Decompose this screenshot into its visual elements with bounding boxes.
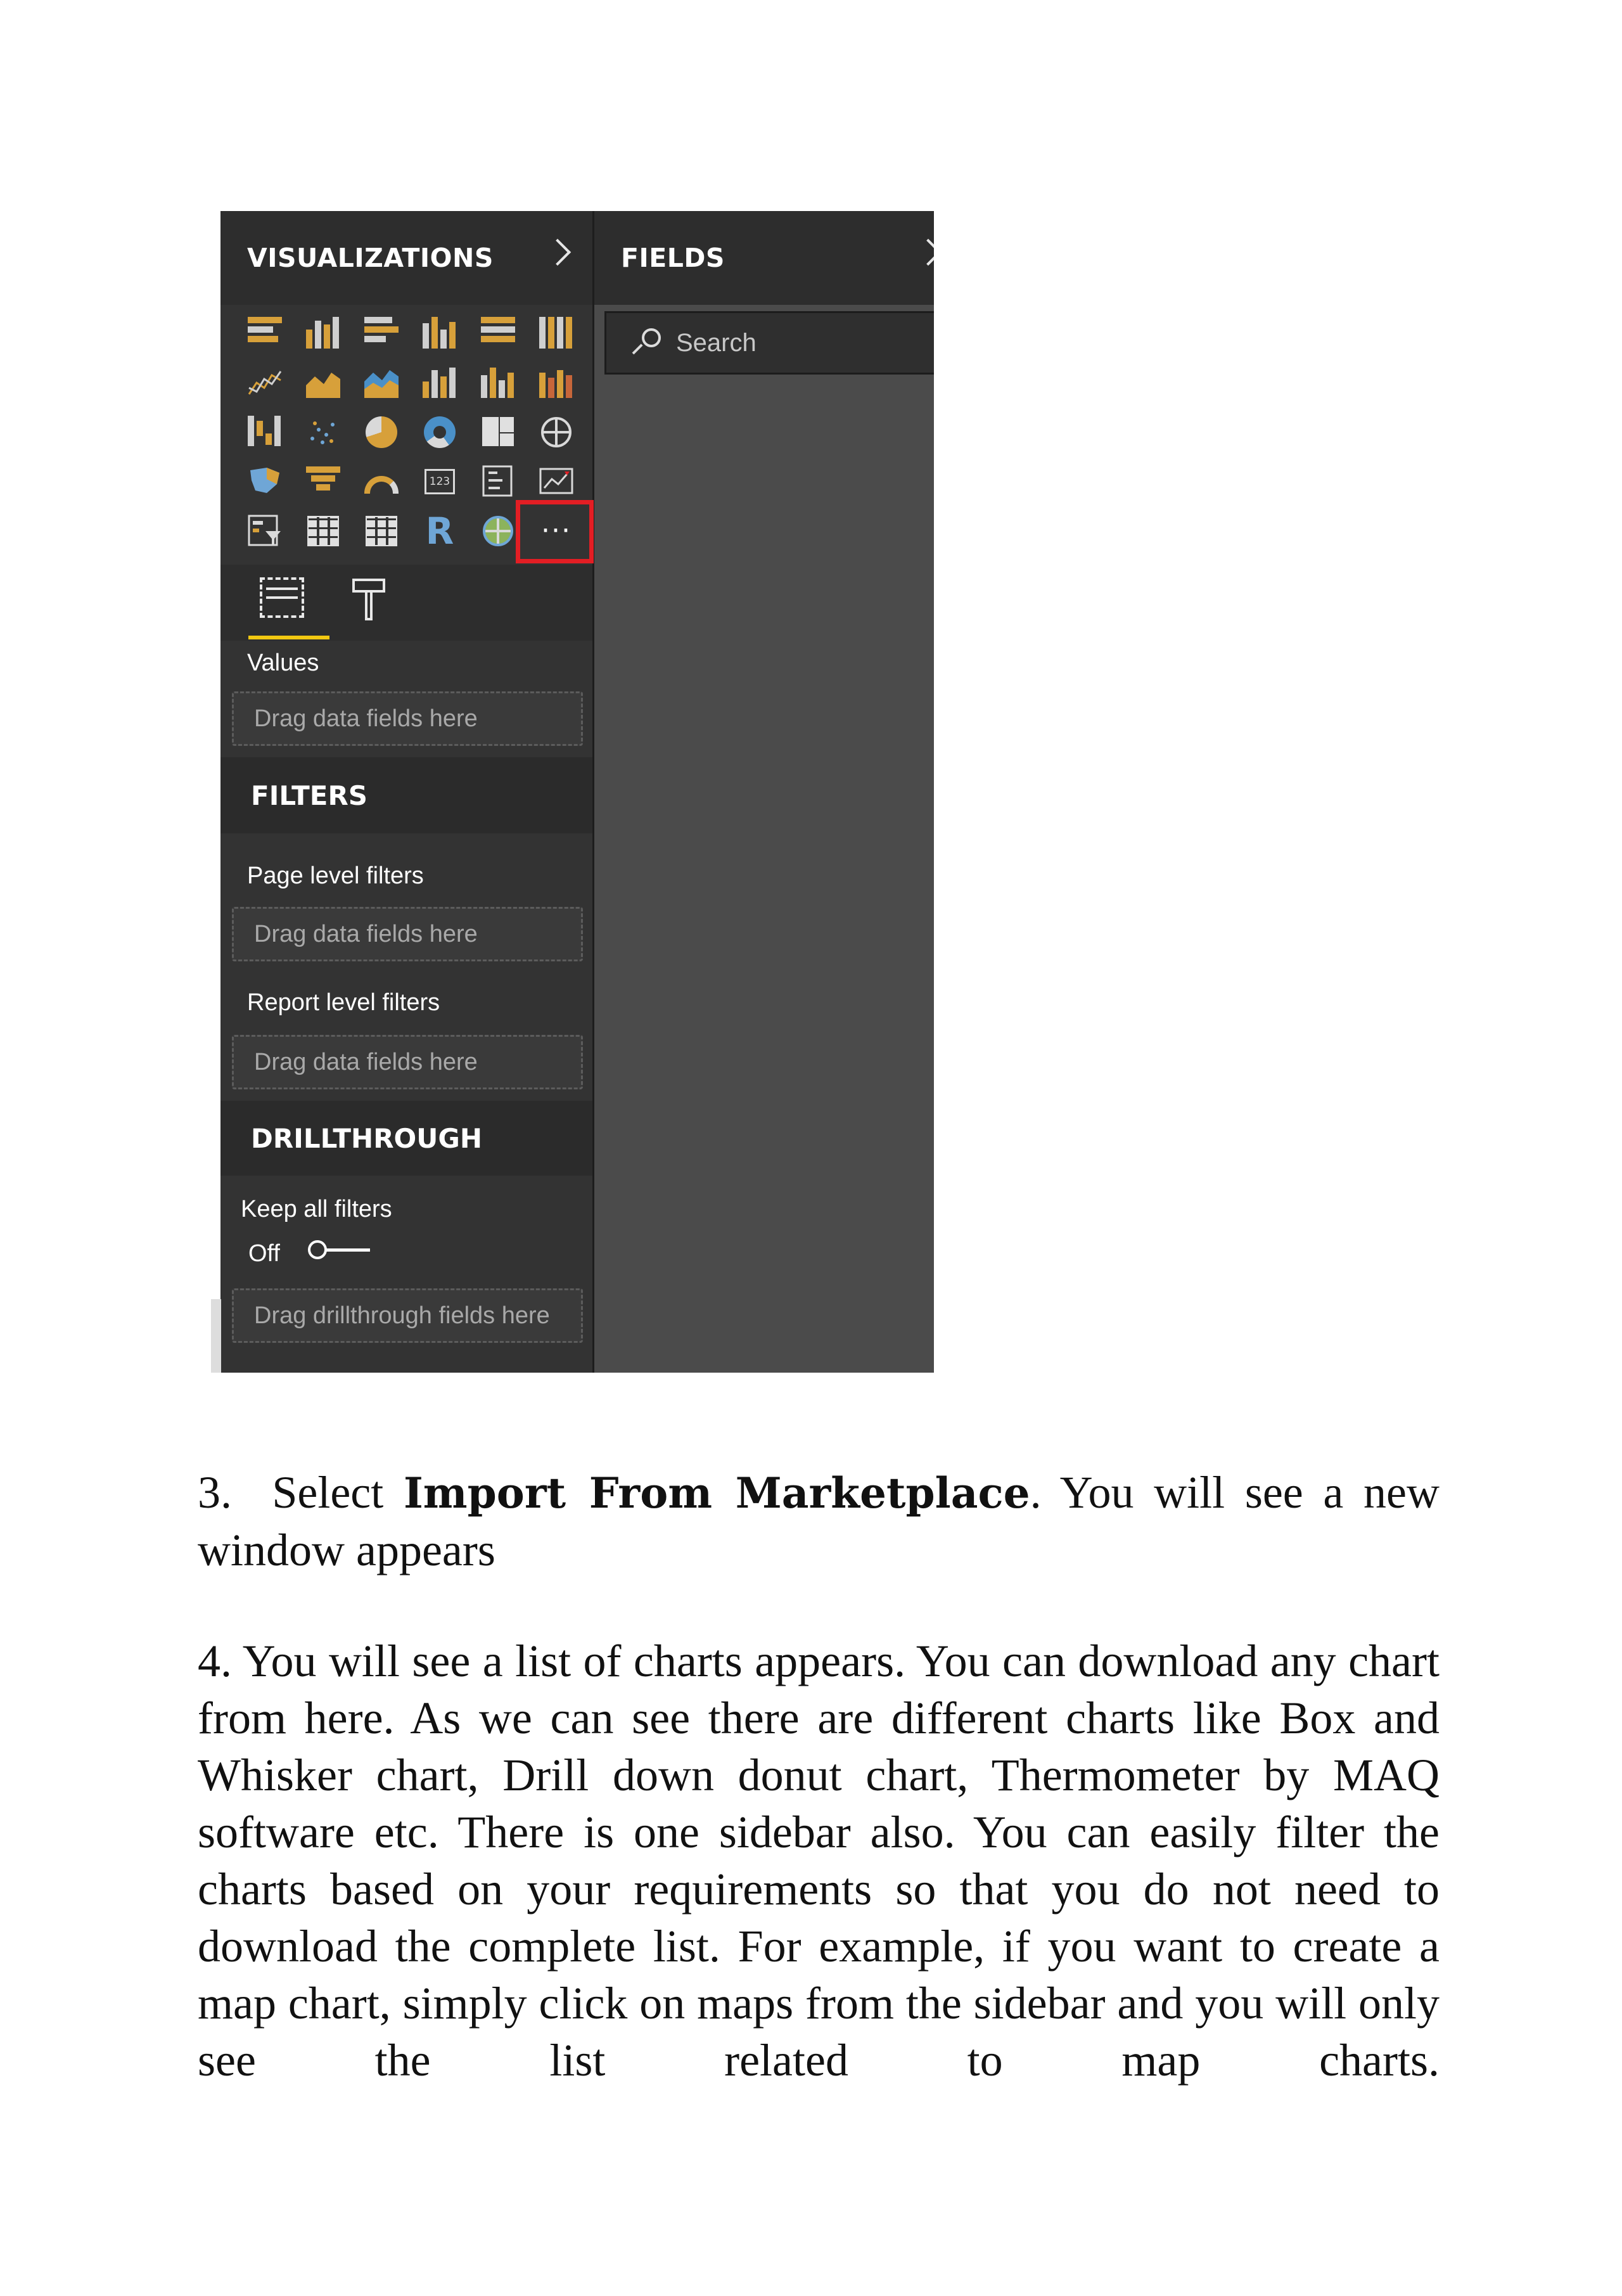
line-chart-icon[interactable] [236, 358, 294, 407]
search-icon [630, 328, 661, 359]
100-stacked-column-icon[interactable] [527, 309, 585, 358]
page-filters-dropzone[interactable]: Drag data fields here [232, 907, 583, 961]
slicer-icon[interactable] [236, 506, 294, 556]
visual-tab-strip [220, 565, 592, 641]
step-3-number: 3. [198, 1467, 232, 1518]
gauge-icon[interactable] [352, 457, 411, 506]
keep-filters-toggle[interactable] [308, 1239, 371, 1264]
line-clustered-column-icon[interactable] [469, 358, 527, 407]
clustered-column-icon[interactable] [411, 309, 469, 358]
treemap-icon[interactable] [469, 407, 527, 457]
visualizations-header [220, 211, 592, 305]
line-column-icon[interactable] [411, 358, 469, 407]
report-level-filters-label: Report level filters [247, 989, 440, 1016]
toggle-track [326, 1248, 370, 1252]
report-filters-dropzone[interactable]: Drag data fields here [232, 1035, 583, 1089]
step-3-paragraph [198, 1464, 1440, 1579]
table-icon[interactable] [294, 506, 352, 556]
r-visual-icon[interactable]: R [425, 510, 454, 553]
matrix-icon[interactable] [352, 506, 411, 556]
100-stacked-bar-icon[interactable] [469, 309, 527, 358]
stacked-area-icon[interactable] [352, 358, 411, 407]
multi-row-card-icon[interactable] [469, 457, 527, 506]
filters-header: FILTERS [220, 757, 592, 833]
scatter-icon[interactable] [294, 407, 352, 457]
fields-title: FIELDS [621, 243, 725, 273]
fields-header [594, 211, 934, 305]
screenshot-edge [211, 1299, 221, 1373]
fields-pane [594, 211, 934, 1373]
more-visuals-highlight [516, 500, 594, 563]
map-icon[interactable] [527, 407, 585, 457]
clustered-bar-icon[interactable] [352, 309, 411, 358]
values-label: Values [247, 650, 319, 676]
card-icon[interactable]: 123 [411, 457, 469, 506]
funnel-icon[interactable] [294, 457, 352, 506]
donut-chart-icon[interactable] [411, 407, 469, 457]
step-4-paragraph: 4. You will see a list of charts appears. You can download any chart from here. As we can see there are different charts like Box and Whisker chart, Drill down donut chart, Thermometer by MAQ software etc. There is one sidebar also. You can easily filter the charts based on your requirements so that you do not need to download the complete list. For example, if you want to create a map chart, simply click on maps from the sidebar and you will only see the list related to map charts. [198, 1636, 1440, 2086]
ribbon-chart-icon[interactable] [527, 358, 585, 407]
search-input[interactable] [604, 311, 934, 375]
filled-map-icon[interactable] [236, 457, 294, 506]
pie-chart-icon[interactable] [352, 407, 411, 457]
chevron-right-icon[interactable] [915, 239, 934, 266]
toggle-state-label: Off [248, 1240, 280, 1267]
import-from-marketplace-emphasis: Import From Marketplace [403, 1468, 1030, 1518]
fields-tab-icon[interactable] [260, 577, 304, 618]
page-level-filters-label: Page level filters [247, 863, 424, 889]
more-icon[interactable]: ··· [541, 515, 572, 547]
search-placeholder: Search [676, 328, 757, 357]
area-chart-icon[interactable] [294, 358, 352, 407]
keep-all-filters-label: Keep all filters [241, 1196, 392, 1222]
drillthrough-dropzone[interactable]: Drag drillthrough fields here [232, 1288, 583, 1343]
values-dropzone[interactable]: Drag data fields here [232, 691, 583, 746]
powerbi-screenshot [220, 211, 934, 1373]
stacked-bar-icon[interactable] [236, 309, 294, 358]
waterfall-icon[interactable] [236, 407, 294, 457]
kpi-icon[interactable] [527, 457, 585, 506]
visualizations-pane [220, 211, 594, 1373]
active-tab-indicator [248, 636, 329, 639]
step-3-text-post: . You will see a new window appears [198, 1467, 1440, 1575]
toggle-knob [308, 1240, 327, 1259]
visualizations-title: VISUALIZATIONS [247, 243, 494, 273]
stacked-column-icon[interactable] [294, 309, 352, 358]
step-3-text-pre: Select [272, 1467, 384, 1518]
chevron-right-icon[interactable] [544, 239, 571, 266]
drillthrough-header: DRILLTHROUGH [220, 1101, 592, 1176]
paint-roller-icon[interactable] [352, 579, 385, 620]
